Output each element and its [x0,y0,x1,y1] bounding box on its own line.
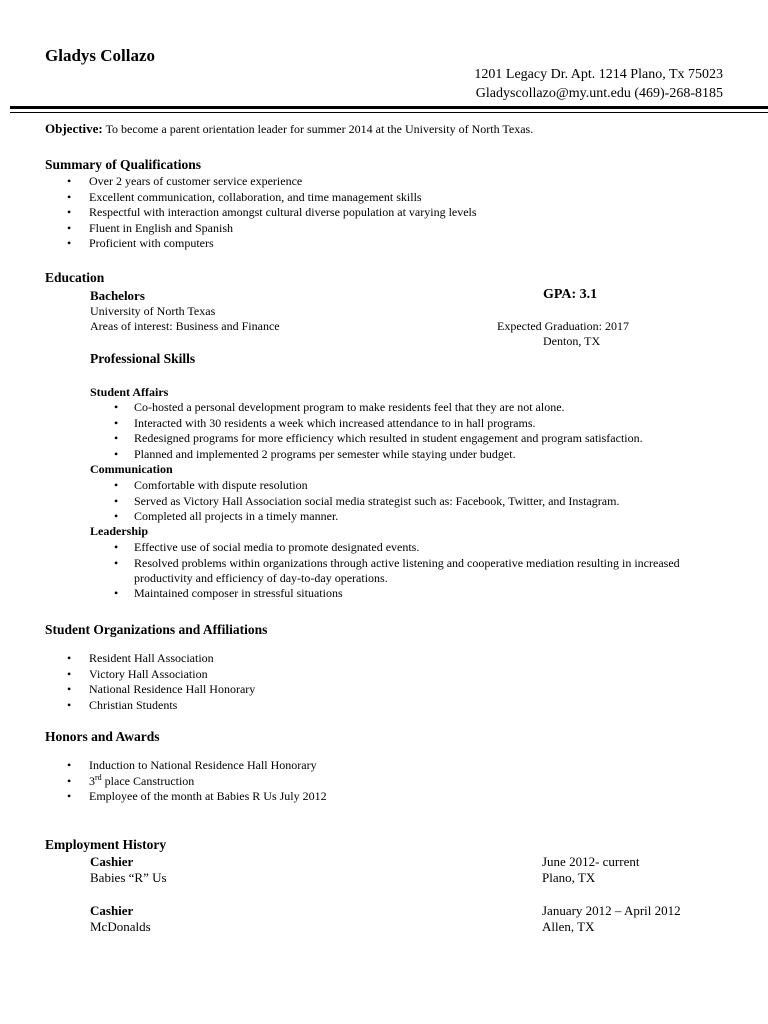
list-item: • Interacted with 30 residents a week which increased attendance to in hall programs. [114,415,536,430]
school: University of North Texas [90,304,216,318]
bullet: • [114,540,119,554]
honors-heading: Honors and Awards [45,729,160,744]
job-location: Allen, TX [542,919,595,934]
summary-list [67,174,477,252]
bullet: • [67,205,72,219]
list-item: • Resolved problems within organizations through active listening and cooperative mediation resulting in increased productivity and efficiency of day-to-day operations. [114,555,680,585]
job-dates: January 2012 – April 2012 [542,903,681,918]
degree: Bachelors [90,288,145,303]
objective [45,121,533,137]
bullet: • [114,400,119,414]
list-item: • Maintained composer in stressful situations [114,585,343,600]
leadership-list [114,540,709,601]
list-item: • Employee of the month at Babies R Us July 2012 [67,789,327,803]
header-divider-thick [10,106,768,109]
applicant-name: Gladys Collazo [45,46,156,65]
bullet: • [114,431,119,445]
bullet: • [114,478,119,492]
graduation: Expected Graduation: 2017 [497,319,629,333]
bullet: • [114,493,119,508]
organizations-heading: Student Organizations and Affiliations [45,622,268,637]
list-item: • Planned and implemented 2 programs per semester while staying under budget. [114,446,516,461]
list-item: • Proficient with computers [67,236,214,250]
skill-student-affairs: Student Affairs [90,385,169,399]
bullet: • [67,697,72,712]
bullet: • [114,585,119,600]
bullet: • [67,758,72,772]
communication-list [114,478,620,525]
student-affairs-list [114,400,643,462]
list-item: • Comfortable with dispute resolution [114,478,308,492]
gpa: GPA: 3.1 [543,287,598,302]
employment-heading: Employment History [45,837,167,852]
list-item: • Induction to National Residence Hall Honorary [67,758,317,772]
organizations-list [67,651,256,713]
bullet: • [67,220,72,235]
bullet: • [67,682,72,696]
job-employer: Babies “R” Us [90,870,167,885]
list-item: • Co-hosted a personal development program to make residents feel that they are not alone. [114,400,565,414]
skill-leadership: Leadership [90,524,149,538]
ordinal-suffix: rd [95,772,102,782]
objective-text: To become a parent orientation leader for summer 2014 at the University of North Texas. [105,122,534,136]
bullet: • [114,555,119,570]
bullet: • [114,509,119,523]
list-item: • 3rd place Canstruction [67,772,195,788]
bullet: • [67,666,72,681]
bullet: • [114,446,119,461]
bullet: • [67,189,72,204]
list-item: • Served as Victory Hall Association social media strategist such as: Facebook, Twitter, and Instagram. [114,493,620,508]
skill-communication: Communication [90,462,173,476]
job-location: Plano, TX [542,870,596,885]
bullet: • [67,174,72,188]
header-divider-thin [10,112,768,113]
list-item: • Fluent in English and Spanish [67,220,233,235]
list-item: • Christian Students [67,697,178,712]
list-item: • Effective use of social media to promote designated events. [114,540,420,554]
honors-list [67,758,327,805]
bullet: • [67,236,72,250]
interests: Areas of interest: Business and Finance [90,319,280,333]
bullet: • [67,773,72,788]
list-item: • Over 2 years of customer service experience [67,174,303,188]
list-item: • National Residence Hall Honorary [67,682,256,696]
list-item: • Victory Hall Association [67,666,208,681]
job-dates: June 2012- current [542,854,640,869]
list-item: • Respectful with interaction amongst cultural diverse population at varying levels [67,205,477,219]
job-employer: McDonalds [90,919,151,934]
list-item: • Excellent communication, collaboration, and time management skills [67,189,422,204]
contact-info: Gladyscollazo@my.unt.edu (469)-268-8185 [475,86,723,101]
education-heading: Education [45,270,105,285]
job-title: Cashier [90,903,134,918]
list-item: • Resident Hall Association [67,651,214,665]
mailing-address: 1201 Legacy Dr. Apt. 1214 Plano, Tx 75023 [474,67,723,82]
list-item: • Completed all projects in a timely manner. [114,509,339,523]
bullet: • [114,415,119,430]
summary-heading: Summary of Qualifications [45,157,202,172]
objective-label: Objective: [45,121,103,136]
bullet: • [67,789,72,803]
list-item: • Redesigned programs for more efficiency which resulted in student engagement and program satisfaction. [114,431,643,445]
skills-heading: Professional Skills [90,351,196,366]
job-title: Cashier [90,854,134,869]
education-location: Denton, TX [543,334,601,348]
bullet: • [67,651,72,665]
